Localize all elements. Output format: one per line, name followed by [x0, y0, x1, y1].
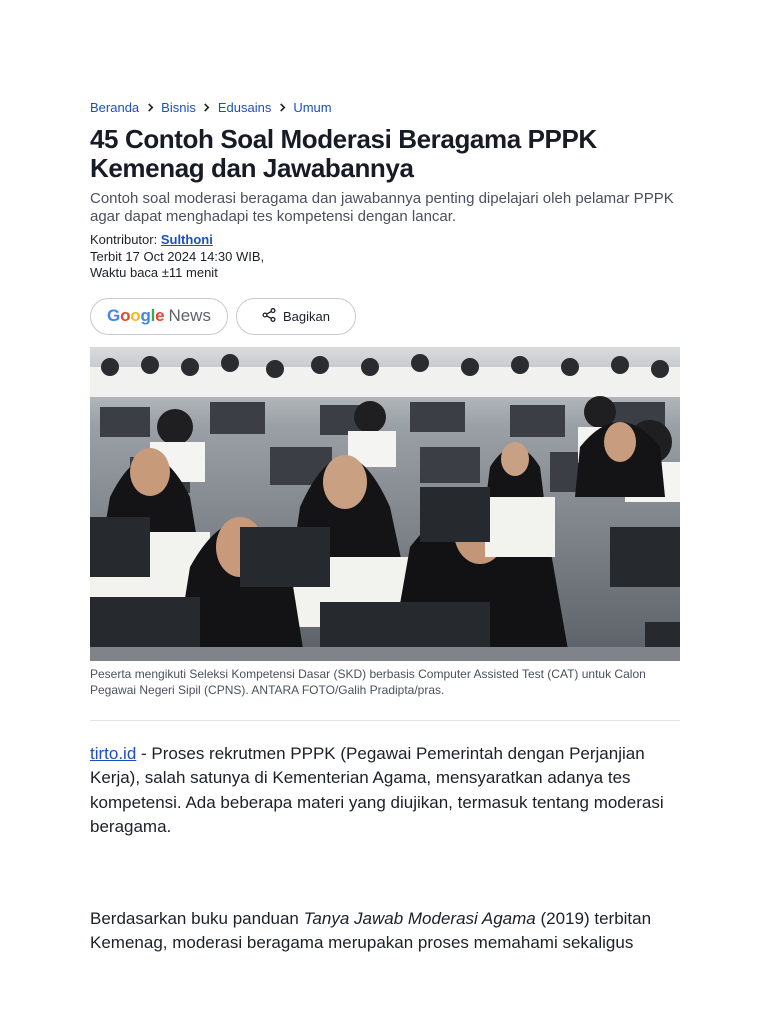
chevron-right-icon — [271, 100, 293, 114]
article-title: 45 Contoh Soal Moderasi Beragama PPPK Kemenag dan Jawabannya — [90, 124, 597, 183]
paragraph-2-prefix: Berdasarkan buku panduan — [90, 908, 304, 928]
share-button[interactable] — [236, 298, 356, 335]
breadcrumb-item-umum[interactable]: Umum — [293, 99, 332, 115]
article-paragraph-1 — [90, 742, 680, 840]
google-news-label: News — [168, 306, 211, 325]
tirto-brand-link[interactable]: tirto.id — [90, 743, 137, 763]
contributor-line — [90, 232, 680, 249]
publish-date: Terbit 17 Oct 2024 14:30 WIB, — [90, 248, 265, 264]
breadcrumb — [90, 96, 680, 118]
paragraph-2-suffix: (2019) terbitan Kemenag, moderasi beragama merupakan proses memahami sekaligus — [90, 908, 652, 952]
book-title: Tanya Jawab Moderasi Agama — [303, 908, 536, 928]
article-paragraph-2 — [90, 907, 680, 956]
share-label: Bagikan — [283, 308, 330, 324]
read-time: Waktu baca ±11 menit — [90, 265, 218, 280]
google-news-button[interactable] — [90, 298, 228, 335]
article-meta — [90, 232, 680, 282]
photo-caption: Peserta mengikuti Seleksi Kompetensi Dasar (SKD) berbasis Computer Assisted Test (CAT) untuk Calon Pegawai Negeri Sipil (CPNS). ANTARA FOTO/Galih Pradipta/pras. — [90, 666, 646, 697]
google-logo: Google — [107, 306, 165, 325]
divider — [90, 720, 680, 721]
breadcrumb-item-beranda[interactable]: Beranda — [90, 99, 140, 115]
chevron-right-icon — [139, 100, 161, 114]
action-buttons — [90, 298, 680, 335]
article-subtitle: Contoh soal moderasi beragama dan jawabannya penting dipelajari oleh pelamar PPPK agar dapat menghadapi tes kompetensi dengan lancar. — [90, 190, 674, 225]
paragraph-1-text: - Proses rekrutmen PPPK (Pegawai Pemerintah dengan Perjanjian Kerja), salah satunya di Kementerian Agama, mensyaratkan adanya tes kompetensi. Ada beberapa materi yang diujikan, termasuk tentang moderasi beragama. — [90, 743, 664, 836]
article-content — [90, 96, 680, 956]
share-icon — [262, 308, 276, 325]
chevron-right-icon — [196, 100, 218, 114]
contributor-label: Kontributor: — [90, 232, 158, 247]
contributor-link[interactable]: Sulthoni — [160, 232, 213, 247]
breadcrumb-item-edusains[interactable]: Edusains — [217, 99, 272, 115]
article-photo — [90, 347, 680, 661]
breadcrumb-item-bisnis[interactable]: Bisnis — [161, 99, 196, 115]
exam-room-photo — [90, 347, 680, 661]
